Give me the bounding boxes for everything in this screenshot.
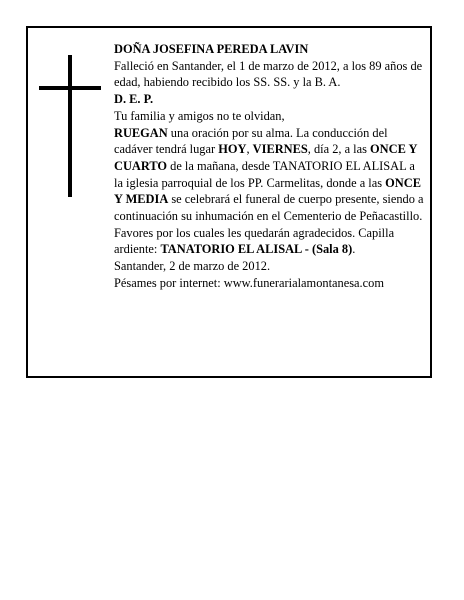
once-cuarto-label: ONCE Y CUARTO [114,142,417,173]
announcement-text-3: , día 2, a las [307,142,371,157]
ruegan-label: RUEGAN [114,125,168,140]
death-line: Falleció en Santander, el 1 de marzo de 2012, a los 89 años de edad, habiendo recibido los SS. SS. y la B. A. [114,58,423,90]
announcement-text-6: . [352,242,356,257]
announcement-text-4: de la mañana, desde TANATORIO EL ALISAL a la iglesia parroquial de los PP. Carmelitas, donde a las [114,158,415,190]
announcement-text-2: , [246,142,253,157]
dep-label: D. E. P. [114,92,154,107]
announcement-text-5: se celebrará el funeral de cuerpo presente, siendo a continuación su inhumación en el Cementerio de Peñacastillo. Favores por los cuales les quedarán agradecidos. Capilla ardiente: [114,192,424,257]
viernes-label: VIERNES [252,142,308,157]
obituary-text [114,41,424,292]
once-media-label: ONCE Y MEDIA [114,175,421,207]
announcement-text-1: una oración por su alma. La conducción del cadáver tendrá lugar [114,125,388,157]
hoy-label: HOY [218,142,247,157]
obituary-frame [26,26,432,378]
deceased-name: DOÑA JOSEFINA PEREDA LAVIN [114,42,309,56]
announcement-paragraph [114,125,424,259]
date-line: Santander, 2 de marzo de 2012. [114,259,271,274]
tanatorio-label: TANATORIO EL ALISAL - (Sala 8) [160,242,353,257]
cross-icon-bar [39,86,101,90]
family-line: Tu familia y amigos no te olvidan, [114,108,285,123]
pesames-line: Pésames por internet: www.funerarialamontanesa.com [114,275,384,290]
cross-icon [68,55,72,197]
